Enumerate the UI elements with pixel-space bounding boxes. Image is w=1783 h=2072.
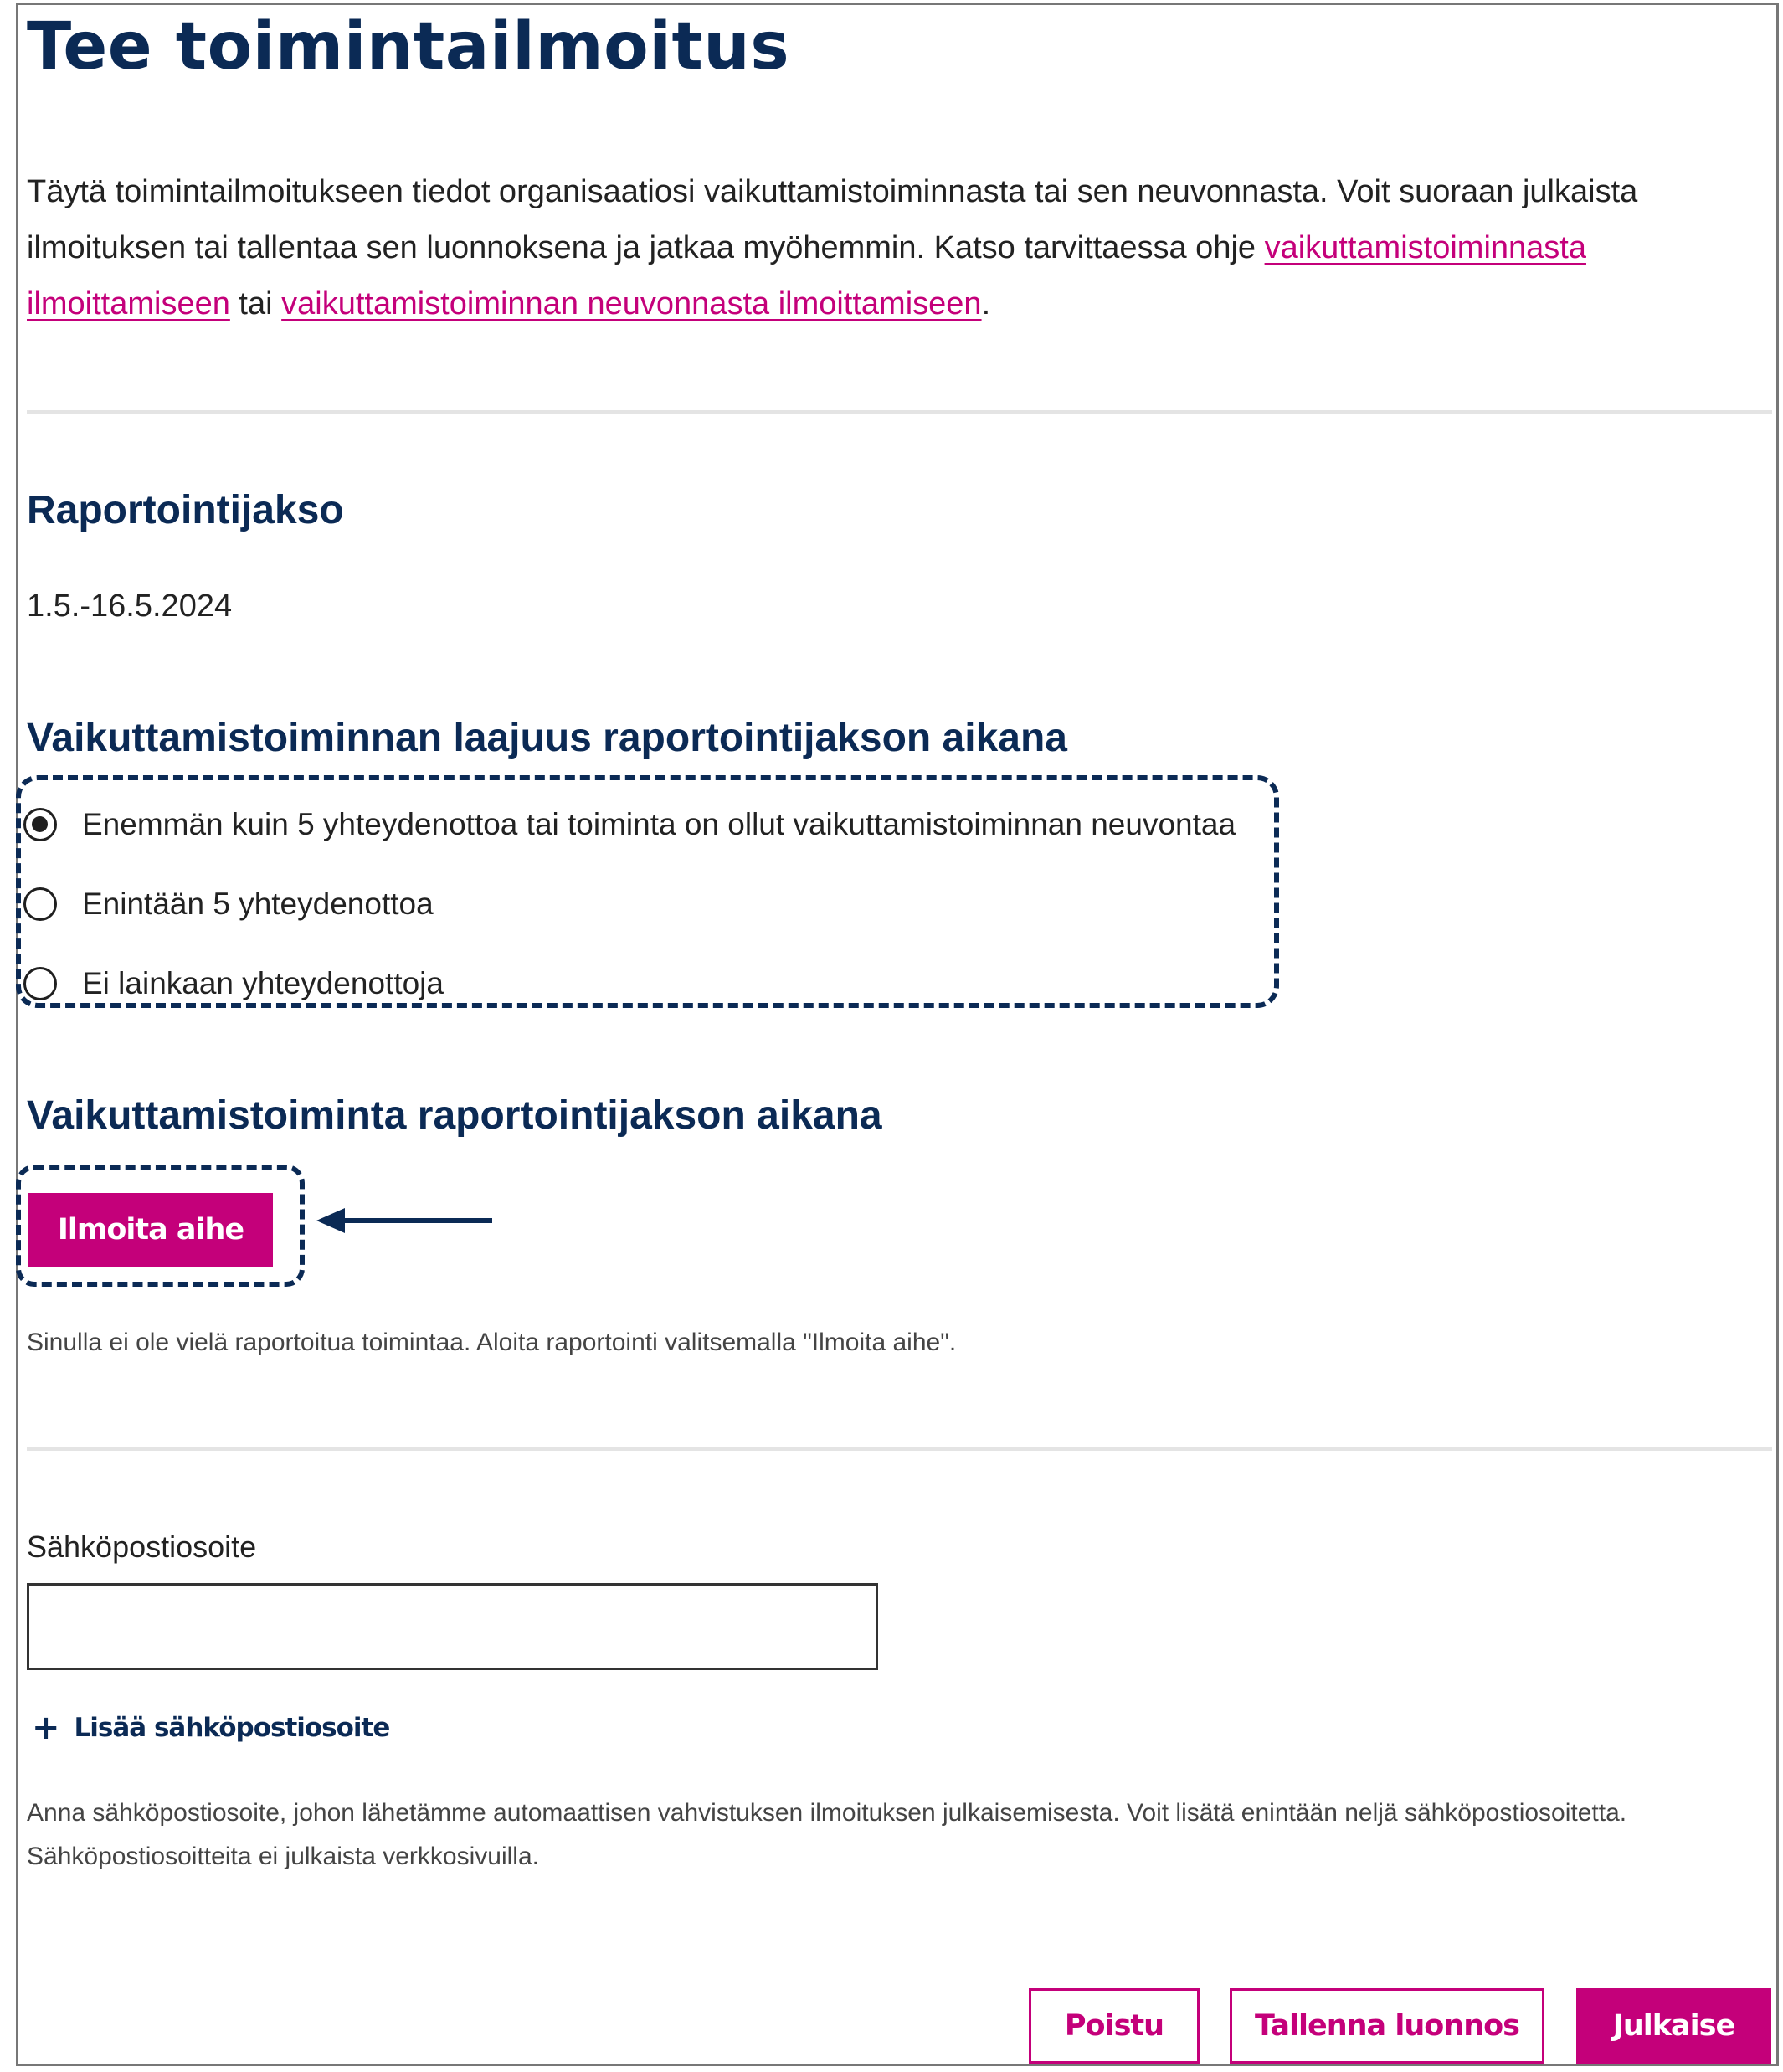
scope-option-none[interactable] bbox=[23, 959, 444, 1009]
intro-text-between: tai bbox=[229, 286, 282, 321]
scope-option-at-most-5[interactable] bbox=[23, 879, 434, 929]
intro-text bbox=[27, 164, 1743, 332]
email-label: Sähköpostiosoite bbox=[27, 1530, 257, 1564]
email-help-text: Anna sähköpostiosoite, johon lähetämme automaattisen vahvistuksen ilmoituksen julkaisemisesta. Voit lisätä enintään neljä sähköpostiosoitetta. Sähköpostiosoitteita ei julkaista verkkosivuilla. bbox=[27, 1799, 1627, 1870]
report-topic-button[interactable]: Ilmoita aihe bbox=[28, 1193, 273, 1267]
scope-option-label: Ei lainkaan yhteydenottoja bbox=[82, 966, 444, 1000]
divider-top bbox=[27, 410, 1772, 414]
save-draft-button[interactable]: Tallenna luonnos bbox=[1230, 1988, 1544, 2064]
intro-text-before: Täytä toimintailmoitukseen tiedot organisaatiosi vaikuttamistoiminnasta tai sen neuvonnasta. Voit suoraan julkaista ilmoituksen tai tallentaa sen luonnoksena ja jatkaa myöhemmin. Katso tarvittaessa ohje bbox=[27, 174, 1638, 265]
scope-option-label: Enemmän kuin 5 yhteydenottoa tai toiminta on ollut vaikuttamistoiminnan neuvontaa bbox=[82, 807, 1236, 841]
page-title: Tee toimintailmoitus bbox=[27, 9, 790, 85]
reporting-period-heading: Raportointijakso bbox=[27, 488, 344, 532]
radio-button[interactable] bbox=[23, 887, 57, 921]
link-lobbying-advice-reporting-guide[interactable]: vaikuttamistoiminnan neuvonnasta ilmoittamiseen bbox=[281, 286, 982, 321]
scope-option-more-than-5[interactable] bbox=[23, 799, 1236, 850]
activity-empty-text: Sinulla ei ole vielä raportoitua toimintaa. Aloita raportointi valitsemalla "Ilmoita aihe". bbox=[27, 1329, 957, 1356]
divider-bottom bbox=[27, 1447, 1772, 1451]
publish-button[interactable]: Julkaise bbox=[1576, 1988, 1771, 2064]
arrow-left-icon bbox=[316, 1204, 496, 1237]
plus-icon: + bbox=[32, 1709, 59, 1747]
scope-heading: Vaikuttamistoiminnan laajuus raportointijakson aikana bbox=[27, 716, 1067, 760]
scope-option-label: Enintään 5 yhteydenottoa bbox=[82, 887, 434, 921]
link-lobbying-reporting-guide[interactable]: vaikuttamistoiminnasta ilmoittamiseen bbox=[27, 230, 1586, 321]
reporting-period-value: 1.5.-16.5.2024 bbox=[27, 589, 233, 624]
radio-button-selected[interactable] bbox=[23, 808, 57, 841]
email-input[interactable] bbox=[27, 1583, 878, 1670]
add-email-label: Lisää sähköpostiosoite bbox=[74, 1713, 390, 1743]
radio-button[interactable] bbox=[23, 967, 57, 1000]
activity-heading: Vaikuttamistoiminta raportointijakson aikana bbox=[27, 1093, 882, 1138]
add-email-link[interactable] bbox=[32, 1711, 389, 1745]
intro-text-after: . bbox=[981, 286, 991, 321]
exit-button[interactable]: Poistu bbox=[1029, 1988, 1200, 2064]
